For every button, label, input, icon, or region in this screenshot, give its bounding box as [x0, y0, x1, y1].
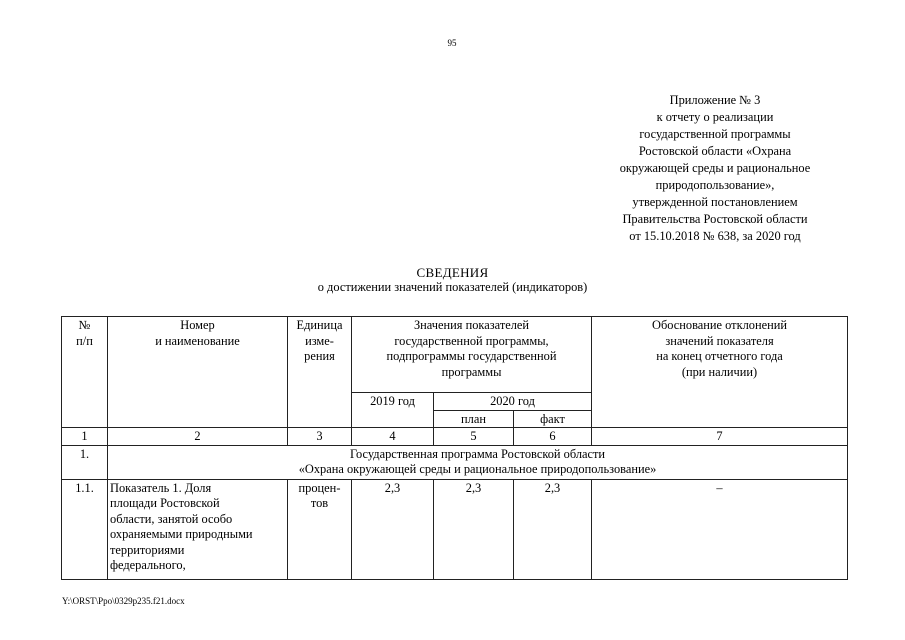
- appendix-line: Приложение № 3: [669, 93, 761, 107]
- appendix-line: от 15.10.2018 № 638, за 2020 год: [629, 229, 801, 243]
- header-name: Номер и наименование: [108, 317, 288, 428]
- document-subtitle: о достижении значений показателей (индикаторов): [317, 280, 588, 294]
- appendix-note: [575, 92, 855, 245]
- value-2020-fact: 2,3: [514, 479, 592, 579]
- header-year-2019: 2019 год: [352, 393, 434, 428]
- appendix-line: окружающей среды и рациональное: [619, 161, 811, 175]
- appendix-line: государственной программы: [639, 127, 791, 141]
- page-number: 95: [447, 38, 457, 48]
- document-heading: [200, 265, 705, 295]
- header-unit: Единица изме- рения: [288, 317, 352, 428]
- document-title: СВЕДЕНИЯ: [416, 265, 489, 280]
- appendix-line: Правительства Ростовской области: [622, 212, 808, 226]
- table-row: [62, 479, 848, 579]
- header-values: Значения показателей государственной программы, подпрограммы государственной программы: [352, 317, 592, 393]
- file-path-footer: Y:\ORST\Ppo\0329p235.f21.docx: [62, 596, 185, 606]
- column-number: 7: [592, 428, 848, 446]
- deviation-justification: –: [592, 479, 848, 579]
- row-number: 1.1.: [62, 479, 108, 579]
- indicators-table: [61, 316, 848, 580]
- column-number: 6: [514, 428, 592, 446]
- value-2020-plan: 2,3: [434, 479, 514, 579]
- column-number: 5: [434, 428, 514, 446]
- appendix-line: Ростовской области «Охрана: [638, 144, 792, 158]
- appendix-line: утвержденной постановлением: [632, 195, 798, 209]
- section-title: Государственная программа Ростовской области «Охрана окружающей среды и рациональное природопользование»: [108, 445, 848, 479]
- value-2019: 2,3: [352, 479, 434, 579]
- indicator-name: Показатель 1. Доля площади Ростовской области, занятой особо охраняемыми природными территориями федерального,: [108, 479, 288, 579]
- section-number: 1.: [62, 445, 108, 479]
- header-plan: план: [434, 410, 514, 428]
- appendix-line: к отчету о реализации: [656, 110, 774, 124]
- appendix-line: природопользование»,: [655, 178, 775, 192]
- column-number: 1: [62, 428, 108, 446]
- header-justification: Обоснование отклонений значений показателя на конец отчетного года (при наличии): [592, 317, 848, 428]
- column-number: 3: [288, 428, 352, 446]
- header-year-2020: 2020 год: [434, 393, 592, 411]
- indicator-unit: процен- тов: [288, 479, 352, 579]
- header-fact: факт: [514, 410, 592, 428]
- column-number: 4: [352, 428, 434, 446]
- column-number: 2: [108, 428, 288, 446]
- header-no: № п/п: [62, 317, 108, 428]
